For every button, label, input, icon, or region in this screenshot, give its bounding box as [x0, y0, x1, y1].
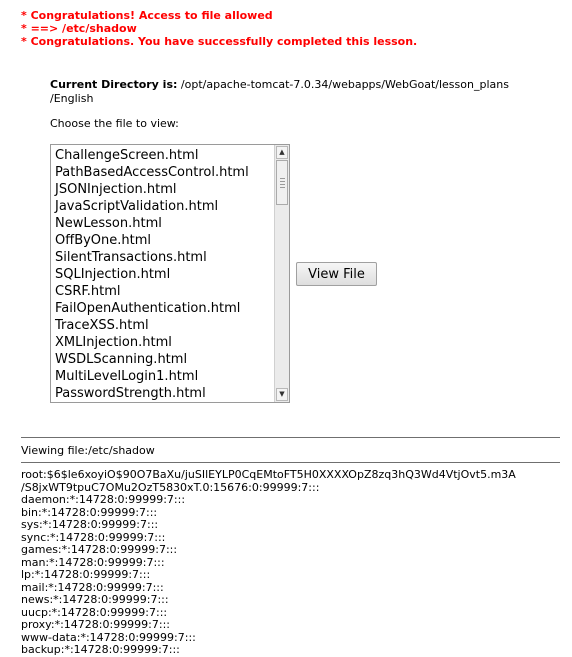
file-line: lp:*:14728:0:99999:7::: — [21, 568, 151, 581]
current-directory-label: Current Directory is: — [50, 78, 178, 91]
success-messages — [21, 9, 417, 48]
file-option[interactable]: PasswordStrength.html — [55, 386, 206, 401]
file-option[interactable]: FailOpenAuthentication.html — [55, 301, 241, 316]
file-line: proxy:*:14728:0:99999:7::: — [21, 618, 171, 631]
viewing-file-label: Viewing file:/etc/shadow — [21, 444, 155, 457]
file-line: sync:*:14728:0:99999:7::: — [21, 530, 166, 544]
grip-line — [280, 178, 285, 179]
file-option[interactable]: OffByOne.html — [55, 233, 152, 248]
current-directory-path: /opt/apache-tomcat-7.0.34/webapps/WebGoat/lesson_plans — [180, 78, 509, 91]
file-line: root:$6$le6xoyiO$90O7BaXu/juSIlEYLP0CqEMtoFT5H0XXXXOpZ8zq3hQ3Wd4VtjOvt5.m3A — [21, 468, 516, 481]
file-line: news:*:14728:0:99999:7::: — [21, 593, 169, 606]
file-line: /S8jxWT9tpuC7OMu2OzT5830xT.0:15676:0:99999:7::: — [21, 480, 320, 494]
scroll-up-arrow-icon[interactable]: ▲ — [276, 146, 288, 159]
file-option[interactable]: PathBasedAccessControl.html — [55, 165, 249, 180]
grip-line — [280, 187, 285, 188]
current-directory-path-cont: /English — [50, 92, 94, 105]
grip-line — [280, 184, 285, 185]
message-line: * ==> /etc/shadow — [21, 22, 137, 35]
file-line: backup:*:14728:0:99999:7::: — [21, 643, 180, 656]
file-option[interactable]: XMLInjection.html — [55, 335, 172, 350]
file-option[interactable]: SilentTransactions.html — [55, 250, 207, 265]
file-line: www-data:*:14728:0:99999:7::: — [21, 630, 196, 644]
scroll-thumb[interactable] — [276, 160, 288, 205]
file-option[interactable]: ChallengeScreen.html — [55, 148, 199, 163]
file-line: man:*:14728:0:99999:7::: — [21, 555, 165, 569]
file-line: daemon:*:14728:0:99999:7::: — [21, 493, 186, 506]
file-option[interactable]: TraceXSS.html — [55, 318, 149, 333]
current-directory — [50, 78, 520, 106]
file-line: bin:*:14728:0:99999:7::: — [21, 505, 158, 519]
file-option[interactable]: JSONInjection.html — [55, 182, 177, 197]
file-option[interactable]: MultiLevelLogin1.html — [55, 369, 199, 384]
file-contents — [21, 469, 561, 657]
file-line: mail:*:14728:0:99999:7::: — [21, 580, 164, 594]
file-line: games:*:14728:0:99999:7::: — [21, 543, 178, 556]
divider — [21, 437, 560, 438]
file-option[interactable]: WSDLScanning.html — [55, 352, 188, 367]
file-option[interactable]: SQLInjection.html — [55, 267, 171, 282]
scroll-down-arrow-icon[interactable]: ▼ — [276, 388, 288, 401]
file-option[interactable]: CSRF.html — [55, 284, 121, 299]
file-options — [51, 145, 275, 402]
message-line: * Congratulations. You have successfully completed this lesson. — [21, 35, 418, 48]
message-line: * Congratulations! Access to file allowed — [21, 9, 273, 22]
choose-file-label: Choose the file to view: — [50, 117, 179, 130]
file-line: sys:*:14728:0:99999:7::: — [21, 518, 159, 531]
file-option[interactable]: JavaScriptValidation.html — [55, 199, 219, 214]
grip-line — [280, 181, 285, 182]
file-line: uucp:*:14728:0:99999:7::: — [21, 605, 168, 619]
list-scrollbar[interactable] — [274, 145, 289, 402]
file-option[interactable]: NewLesson.html — [55, 216, 162, 231]
file-select-list[interactable] — [50, 144, 290, 403]
view-file-button[interactable]: View File — [296, 262, 377, 286]
divider — [21, 462, 560, 463]
